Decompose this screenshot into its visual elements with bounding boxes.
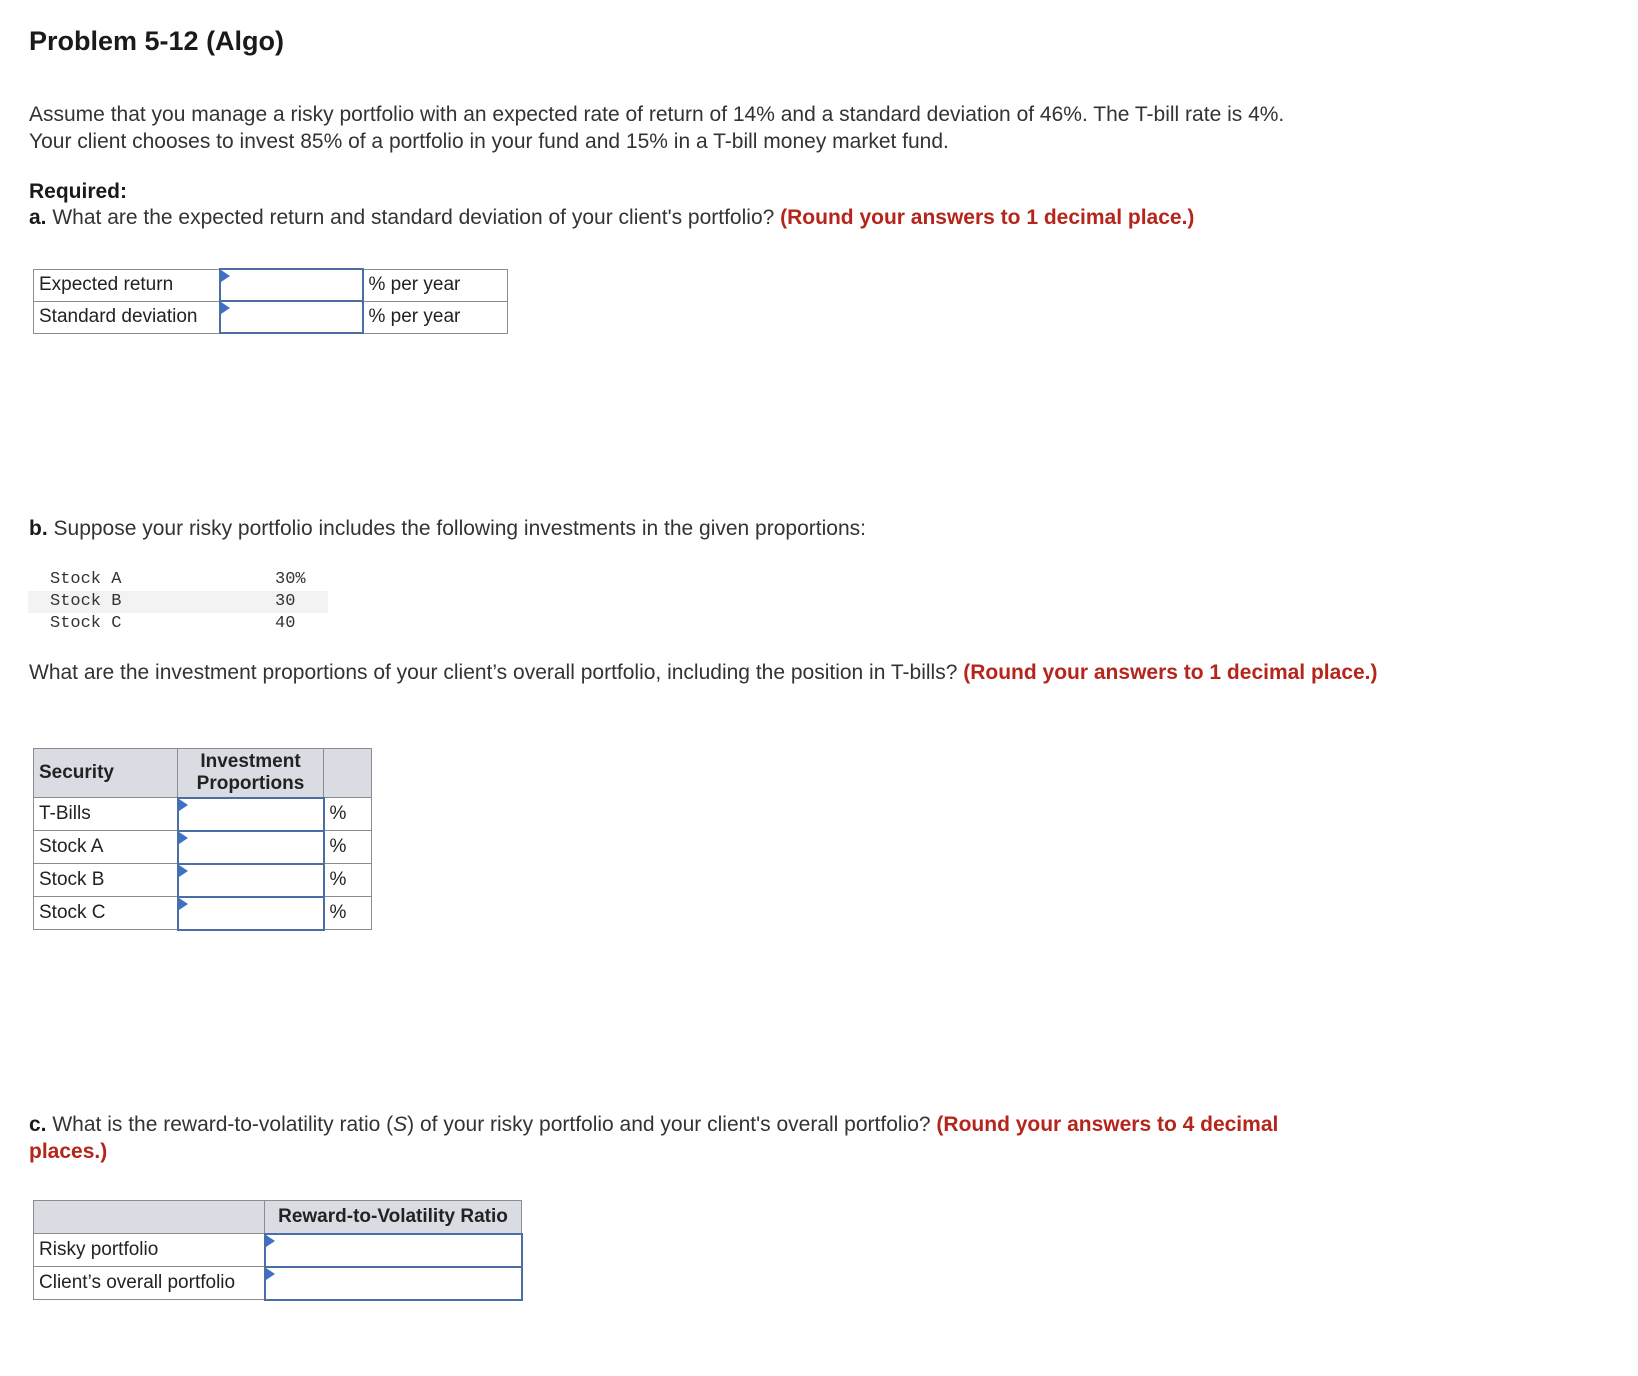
table-row [34, 269, 508, 301]
header-line-1: Investment [200, 750, 301, 772]
percent-unit: % [324, 798, 372, 831]
part-b-question-2-text: What are the investment proportions of your client’s overall portfolio, including the position in T-bills? [29, 661, 958, 684]
answer-flag-icon [266, 1235, 275, 1247]
stock-value: 30 [275, 592, 296, 611]
intro-line-1: Assume that you manage a risky portfolio with an expected rate of return of 14% and a standard deviation of 46%. The T-bill rate is 4%. [29, 103, 1285, 126]
table-row [34, 831, 372, 864]
client-portfolio-cell[interactable] [265, 1267, 522, 1300]
part-a-question [29, 204, 1589, 231]
risky-portfolio-ratio-input[interactable] [266, 1235, 521, 1266]
expected-return-cell[interactable] [220, 269, 363, 301]
part-c-answer-table [33, 1200, 523, 1301]
part-b-question-text: Suppose your risky portfolio includes the following investments in the given proportions: [53, 517, 866, 540]
tbills-proportion-input[interactable] [179, 799, 323, 830]
part-b-letter: b. [29, 517, 48, 540]
problem-intro [29, 101, 1589, 155]
part-c-instruction-2: places.) [29, 1140, 108, 1163]
part-b-question-2 [29, 659, 1389, 686]
client-portfolio-label: Client’s overall portfolio [34, 1267, 265, 1300]
standard-deviation-unit: % per year [363, 301, 508, 333]
part-a-question-text: What are the expected return and standard deviation of your client's portfolio? [52, 206, 775, 229]
expected-return-unit: % per year [363, 269, 508, 301]
answer-flag-icon [179, 832, 188, 844]
risky-portfolio-label: Risky portfolio [34, 1234, 265, 1267]
expected-return-label: Expected return [34, 269, 220, 301]
table-row [34, 301, 508, 333]
stock-name: Stock B [50, 592, 122, 611]
stock-row-a [28, 569, 328, 591]
stock-value: 30% [275, 570, 306, 589]
risky-portfolio-cell[interactable] [265, 1234, 522, 1267]
stock-b-proportion-input[interactable] [179, 865, 323, 896]
security-header: Security [34, 749, 178, 798]
answer-flag-icon [179, 865, 188, 877]
answer-flag-icon [266, 1268, 275, 1280]
unit-header [324, 749, 372, 798]
tbills-label: T-Bills [34, 798, 178, 831]
part-c-instruction-1: (Round your answers to 4 decimal [936, 1113, 1279, 1136]
required-label: Required: [29, 180, 128, 203]
stock-a-label: Stock A [34, 831, 178, 864]
stock-row-c [28, 613, 328, 635]
part-a-instruction: (Round your answers to 1 decimal place.) [780, 206, 1195, 229]
stock-c-label: Stock C [34, 897, 178, 930]
tbills-cell[interactable] [178, 798, 324, 831]
percent-unit: % [324, 864, 372, 897]
stock-b-label: Stock B [34, 864, 178, 897]
stock-c-cell[interactable] [178, 897, 324, 930]
part-b-instruction: (Round your answers to 1 decimal place.) [963, 661, 1378, 684]
standard-deviation-label: Standard deviation [34, 301, 220, 333]
part-a-answer-table [33, 268, 508, 334]
table-row [34, 897, 372, 930]
table-header-row [34, 749, 372, 798]
part-c-question-post: ) of your risky portfolio and your client's overall portfolio? [407, 1113, 931, 1136]
client-portfolio-ratio-input[interactable] [266, 1268, 521, 1299]
answer-flag-icon [179, 799, 188, 811]
stock-name: Stock C [50, 614, 122, 633]
stock-a-cell[interactable] [178, 831, 324, 864]
header-line-2: Proportions [196, 772, 305, 794]
part-c-question-pre: What is the reward-to-volatility ratio ( [52, 1113, 394, 1136]
table-row [34, 798, 372, 831]
stock-value: 40 [275, 614, 296, 633]
blank-header [34, 1201, 265, 1234]
part-c-question [29, 1111, 1429, 1165]
table-row [34, 1234, 522, 1267]
part-c-letter: c. [29, 1113, 47, 1136]
stock-c-proportion-input[interactable] [179, 898, 323, 929]
percent-unit: % [324, 897, 372, 930]
table-row [34, 864, 372, 897]
stock-name: Stock A [50, 570, 122, 589]
table-header-row [34, 1201, 522, 1234]
stock-a-proportion-input[interactable] [179, 832, 323, 863]
percent-unit: % [324, 831, 372, 864]
table-row [34, 1267, 522, 1300]
standard-deviation-input[interactable] [221, 302, 362, 332]
expected-return-input[interactable] [221, 270, 362, 300]
answer-flag-icon [221, 270, 230, 282]
stock-b-cell[interactable] [178, 864, 324, 897]
part-c-variable: S [393, 1113, 408, 1136]
part-b-answer-table [33, 748, 372, 931]
part-b-question [29, 515, 1589, 542]
stock-row-b [28, 591, 328, 613]
page-title: Problem 5-12 (Algo) [29, 26, 285, 56]
investment-proportions-header [178, 749, 324, 798]
reward-to-volatility-header: Reward-to-Volatility Ratio [265, 1201, 522, 1234]
intro-line-2: Your client chooses to invest 85% of a portfolio in your fund and 15% in a T-bill money market fund. [29, 130, 949, 153]
answer-flag-icon [221, 302, 230, 314]
answer-flag-icon [179, 898, 188, 910]
standard-deviation-cell[interactable] [220, 301, 363, 333]
part-a-letter: a. [29, 206, 47, 229]
